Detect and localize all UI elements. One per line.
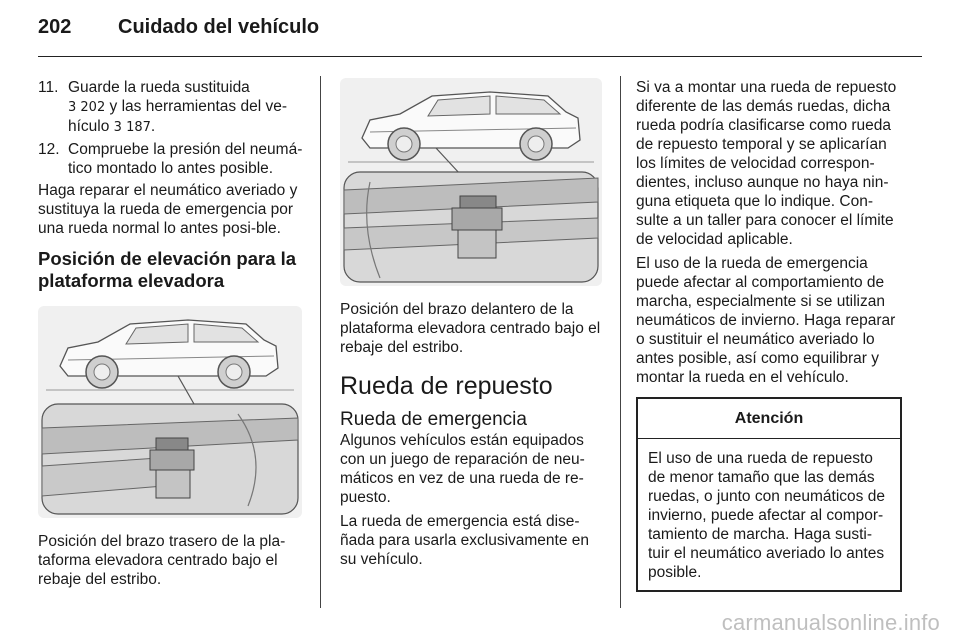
column-1 bbox=[38, 78, 306, 594]
section-title: Rueda de repuesto bbox=[340, 372, 553, 400]
paragraph: Algunos vehículos están equipados con un juego de reparación de neu-máticos en vez de una rueda de re-puesto. bbox=[340, 432, 585, 506]
chapter-title: Cuidado del vehículo bbox=[118, 16, 320, 38]
paragraph: Si va a montar una rueda de repuesto diferente de las demás ruedas, dicha rueda podría clasificarse como rueda de repuesto temporal y se aplicarían los límites de velocidad correspon-dientes, incluso aunque no haya nin-guna etiqueta que lo indique. Con-sulte a un taller para conocer el límite de velocidad aplicable. bbox=[636, 79, 897, 248]
paragraph: Haga reparar el neumático averiado y sustituya la rueda de emergencia por una rueda normal lo antes posi-ble. bbox=[38, 182, 298, 237]
list-item bbox=[38, 78, 306, 137]
column-divider-1 bbox=[320, 76, 321, 608]
list-text: Guarde la rueda sustituida 3 202 y las herramientas del ve- hículo 3 187. bbox=[68, 79, 287, 135]
car-lift-illustration bbox=[38, 306, 302, 518]
paragraph: El uso de la rueda de emergencia puede afectar al comportamiento de marcha, especialmente si se utilizan neumáticos de invierno. Haga reparar o sustituir el neumático averiado lo antes posible, así como equilibrar y montar la rueda en el vehículo. bbox=[636, 255, 896, 386]
page-header bbox=[38, 16, 319, 50]
header-rule bbox=[38, 56, 922, 57]
rear-lift-point-figure bbox=[38, 306, 302, 518]
subsection-title: Rueda de emergencia bbox=[340, 409, 527, 430]
figure-caption: Posición del brazo trasero de la pla-taforma elevadora centrado bajo el rebaje del estribo. bbox=[38, 533, 286, 588]
warning-box bbox=[636, 397, 902, 592]
warning-title: Atención bbox=[638, 399, 900, 439]
figure-caption: Posición del brazo delantero de la plataforma elevadora centrado bajo el rebaje del estribo. bbox=[340, 301, 601, 356]
column-3 bbox=[636, 78, 904, 592]
column-2 bbox=[340, 78, 604, 574]
warning-text: El uso de una rueda de repuesto de menor tamaño que las demás ruedas, o junto con neumáticos de invierno, puede afectar al compor-tamiento de marcha. Haga susti-tuir el neumático averiado lo antes posible. bbox=[648, 450, 885, 581]
page-ref-link[interactable]: 3 187 bbox=[113, 120, 151, 135]
paragraph: La rueda de emergencia está dise-ñada para usarla exclusivamente en su vehículo. bbox=[340, 513, 590, 568]
page-number: 202 bbox=[38, 16, 72, 38]
column-divider-2 bbox=[620, 76, 621, 608]
page-ref-link[interactable]: 3 202 bbox=[68, 100, 106, 115]
list-text: Compruebe la presión del neumá-tico montado lo antes posible. bbox=[68, 141, 303, 177]
list-number: 11. bbox=[38, 79, 59, 96]
car-lift-illustration bbox=[340, 78, 602, 286]
watermark: carmanualsonline.info bbox=[721, 610, 940, 635]
list-number: 12. bbox=[38, 141, 60, 158]
list-item bbox=[38, 140, 306, 178]
section-heading: Posición de elevación para la plataforma elevadora bbox=[38, 248, 297, 291]
front-lift-point-figure bbox=[340, 78, 602, 286]
